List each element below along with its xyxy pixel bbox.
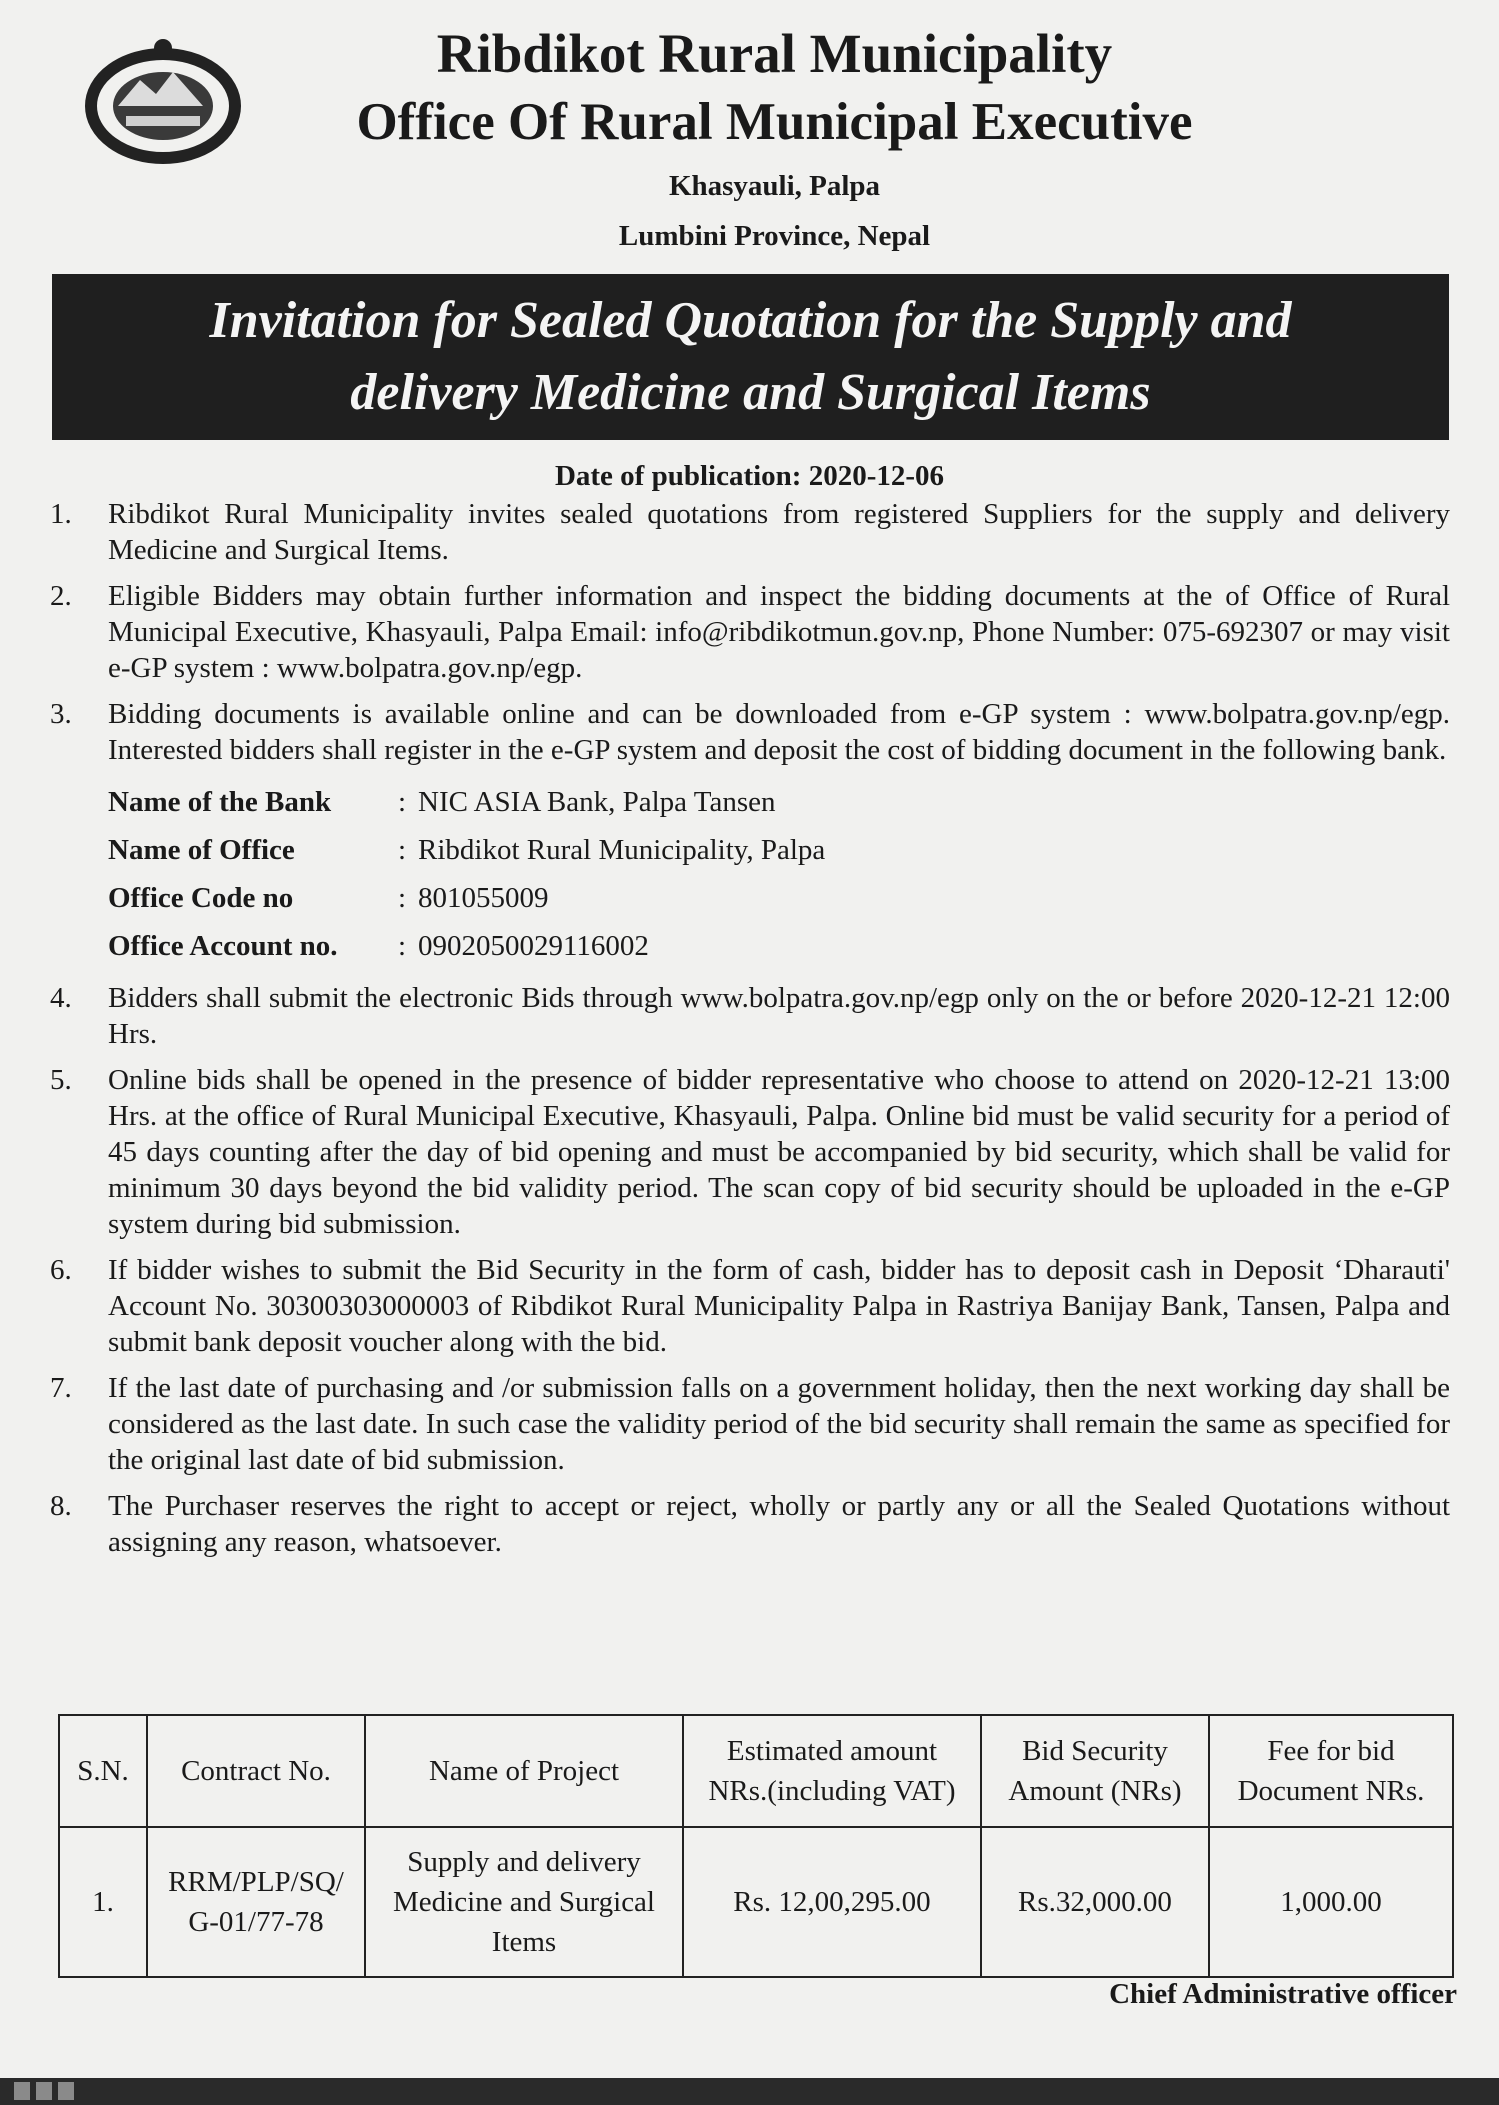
item-number: 6. <box>50 1254 72 1286</box>
item-number: 7. <box>50 1372 72 1404</box>
column-header: Name of Project <box>365 1715 683 1827</box>
column-header: Contract No. <box>147 1715 365 1827</box>
item-text: Bidders shall submit the electronic Bids through www.bolpatra.gov.np/egp only on the or before 2020-12-21 12:00 Hrs. <box>108 982 1450 1050</box>
table-header-row <box>59 1715 1453 1827</box>
publication-date: Date of publication: 2020-12-06 <box>554 460 945 492</box>
item-text: The Purchaser reserves the right to accept or reject, wholly or partly any or all the Sealed Quotations without assigning any reason, whatsoever. <box>108 1490 1450 1558</box>
bank-detail-value: Ribdikot Rural Municipality, Palpa <box>418 834 826 866</box>
contract-table <box>58 1714 1454 1978</box>
bank-details <box>108 778 1450 970</box>
item-number: 2. <box>50 580 72 612</box>
table-cell: Supply and delivery Medicine and Surgical Items <box>365 1827 683 1977</box>
item-text: Eligible Bidders may obtain further information and inspect the bidding documents at the of Office of Rural Municipal Executive, Khasyauli, Palpa Email: info@ribdikotmun.gov.np, Phone Number: 075-692307 or may visit e-GP system : www.bolpatra.gov.np/egp. <box>108 580 1450 684</box>
bank-detail-row <box>108 874 1450 922</box>
column-header: S.N. <box>59 1715 147 1827</box>
bank-detail-value: NIC ASIA Bank, Palpa Tansen <box>418 786 776 818</box>
office-location: Khasyauli, Palpa <box>668 170 881 202</box>
table-cell: Rs. 12,00,295.00 <box>683 1827 981 1977</box>
bank-detail-row <box>108 922 1450 970</box>
footer-marks <box>14 2082 74 2100</box>
item-number: 3. <box>50 698 72 730</box>
bank-detail-separator: : <box>398 786 407 818</box>
list-item <box>50 1488 1450 1560</box>
list-item <box>50 1252 1450 1360</box>
table-cell: RRM/PLP/SQ/ G-01/77-78 <box>147 1827 365 1977</box>
footer-mark <box>14 2082 30 2100</box>
item-number: 1. <box>50 498 72 530</box>
bank-detail-label: Office Code no <box>108 882 294 914</box>
notice-items <box>50 496 1450 1570</box>
bank-detail-row <box>108 826 1450 874</box>
item-text: If the last date of purchasing and /or submission falls on a government holiday, then the next working day shall be considered as the last date. In such case the validity period of the bid security shall remain the same as specified for the original last date of bid submission. <box>108 1372 1450 1476</box>
bank-detail-separator: : <box>398 834 407 866</box>
footer-mark <box>58 2082 74 2100</box>
bank-detail-label: Office Account no. <box>108 930 338 962</box>
banner-line-2: delivery Medicine and Surgical Items <box>350 364 1151 421</box>
list-item <box>50 496 1450 568</box>
office-name: Office Of Rural Municipal Executive <box>356 93 1193 151</box>
item-text: If bidder wishes to submit the Bid Security in the form of cash, bidder has to deposit cash in Deposit ‘Dharauti' Account No. 30300303000003 of Ribdikot Rural Municipality Palpa in Rastriya Banijay Bank, Tansen, Palpa and submit bank deposit voucher along with the bid. <box>108 1254 1450 1358</box>
signature-line: Chief Administrative officer <box>1109 1978 1457 2010</box>
column-header: Bid Security Amount (NRs) <box>981 1715 1209 1827</box>
banner-line-1: Invitation for Sealed Quotation for the Supply and <box>209 292 1292 349</box>
list-item <box>50 1062 1450 1242</box>
column-header: Estimated amount NRs.(including VAT) <box>683 1715 981 1827</box>
table-cell: 1,000.00 <box>1209 1827 1453 1977</box>
list-item <box>50 980 1450 1052</box>
bank-detail-value: 801055009 <box>418 882 549 914</box>
bank-detail-label: Name of Office <box>108 834 295 866</box>
list-item <box>50 578 1450 686</box>
item-text: Ribdikot Rural Municipality invites sealed quotations from registered Suppliers for the supply and delivery Medicine and Surgical Items. <box>108 498 1450 566</box>
table-cell: Rs.32,000.00 <box>981 1827 1209 1977</box>
item-text: Online bids shall be opened in the presence of bidder representative who choose to attend on 2020-12-21 13:00 Hrs. at the office of Rural Municipal Executive, Khasyauli, Palpa. Online bid must be valid security for a period of 45 days counting after the day of bid opening and must be accompanied by bid security, which shall be valid for minimum 30 days beyond the bid validity period. The scan copy of bid security should be uploaded in the e-GP system during bid submission. <box>108 1064 1450 1240</box>
item-number: 8. <box>50 1490 72 1522</box>
bank-detail-value: 0902050029116002 <box>418 930 649 962</box>
bank-detail-separator: : <box>398 882 407 914</box>
footer-mark <box>36 2082 52 2100</box>
bank-detail-separator: : <box>398 930 407 962</box>
item-number: 5. <box>50 1064 72 1096</box>
notice-title-banner <box>52 274 1449 440</box>
item-text: Bidding documents is available online and can be downloaded from e-GP system : www.bolpatra.gov.np/egp. Interested bidders shall register in the e-GP system and deposit the cost of bidding document in the following bank. <box>108 698 1450 766</box>
item-number: 4. <box>50 982 72 1014</box>
table-cell: 1. <box>59 1827 147 1977</box>
list-item <box>50 696 1450 768</box>
list-item <box>50 1370 1450 1478</box>
bank-detail-row <box>108 778 1450 826</box>
table-row <box>59 1827 1453 1977</box>
office-province: Lumbini Province, Nepal <box>618 220 931 252</box>
page-footer-bar <box>0 2078 1499 2105</box>
bank-detail-label: Name of the Bank <box>108 786 332 818</box>
municipality-name: Ribdikot Rural Municipality <box>436 23 1113 84</box>
column-header: Fee for bid Document NRs. <box>1209 1715 1453 1827</box>
